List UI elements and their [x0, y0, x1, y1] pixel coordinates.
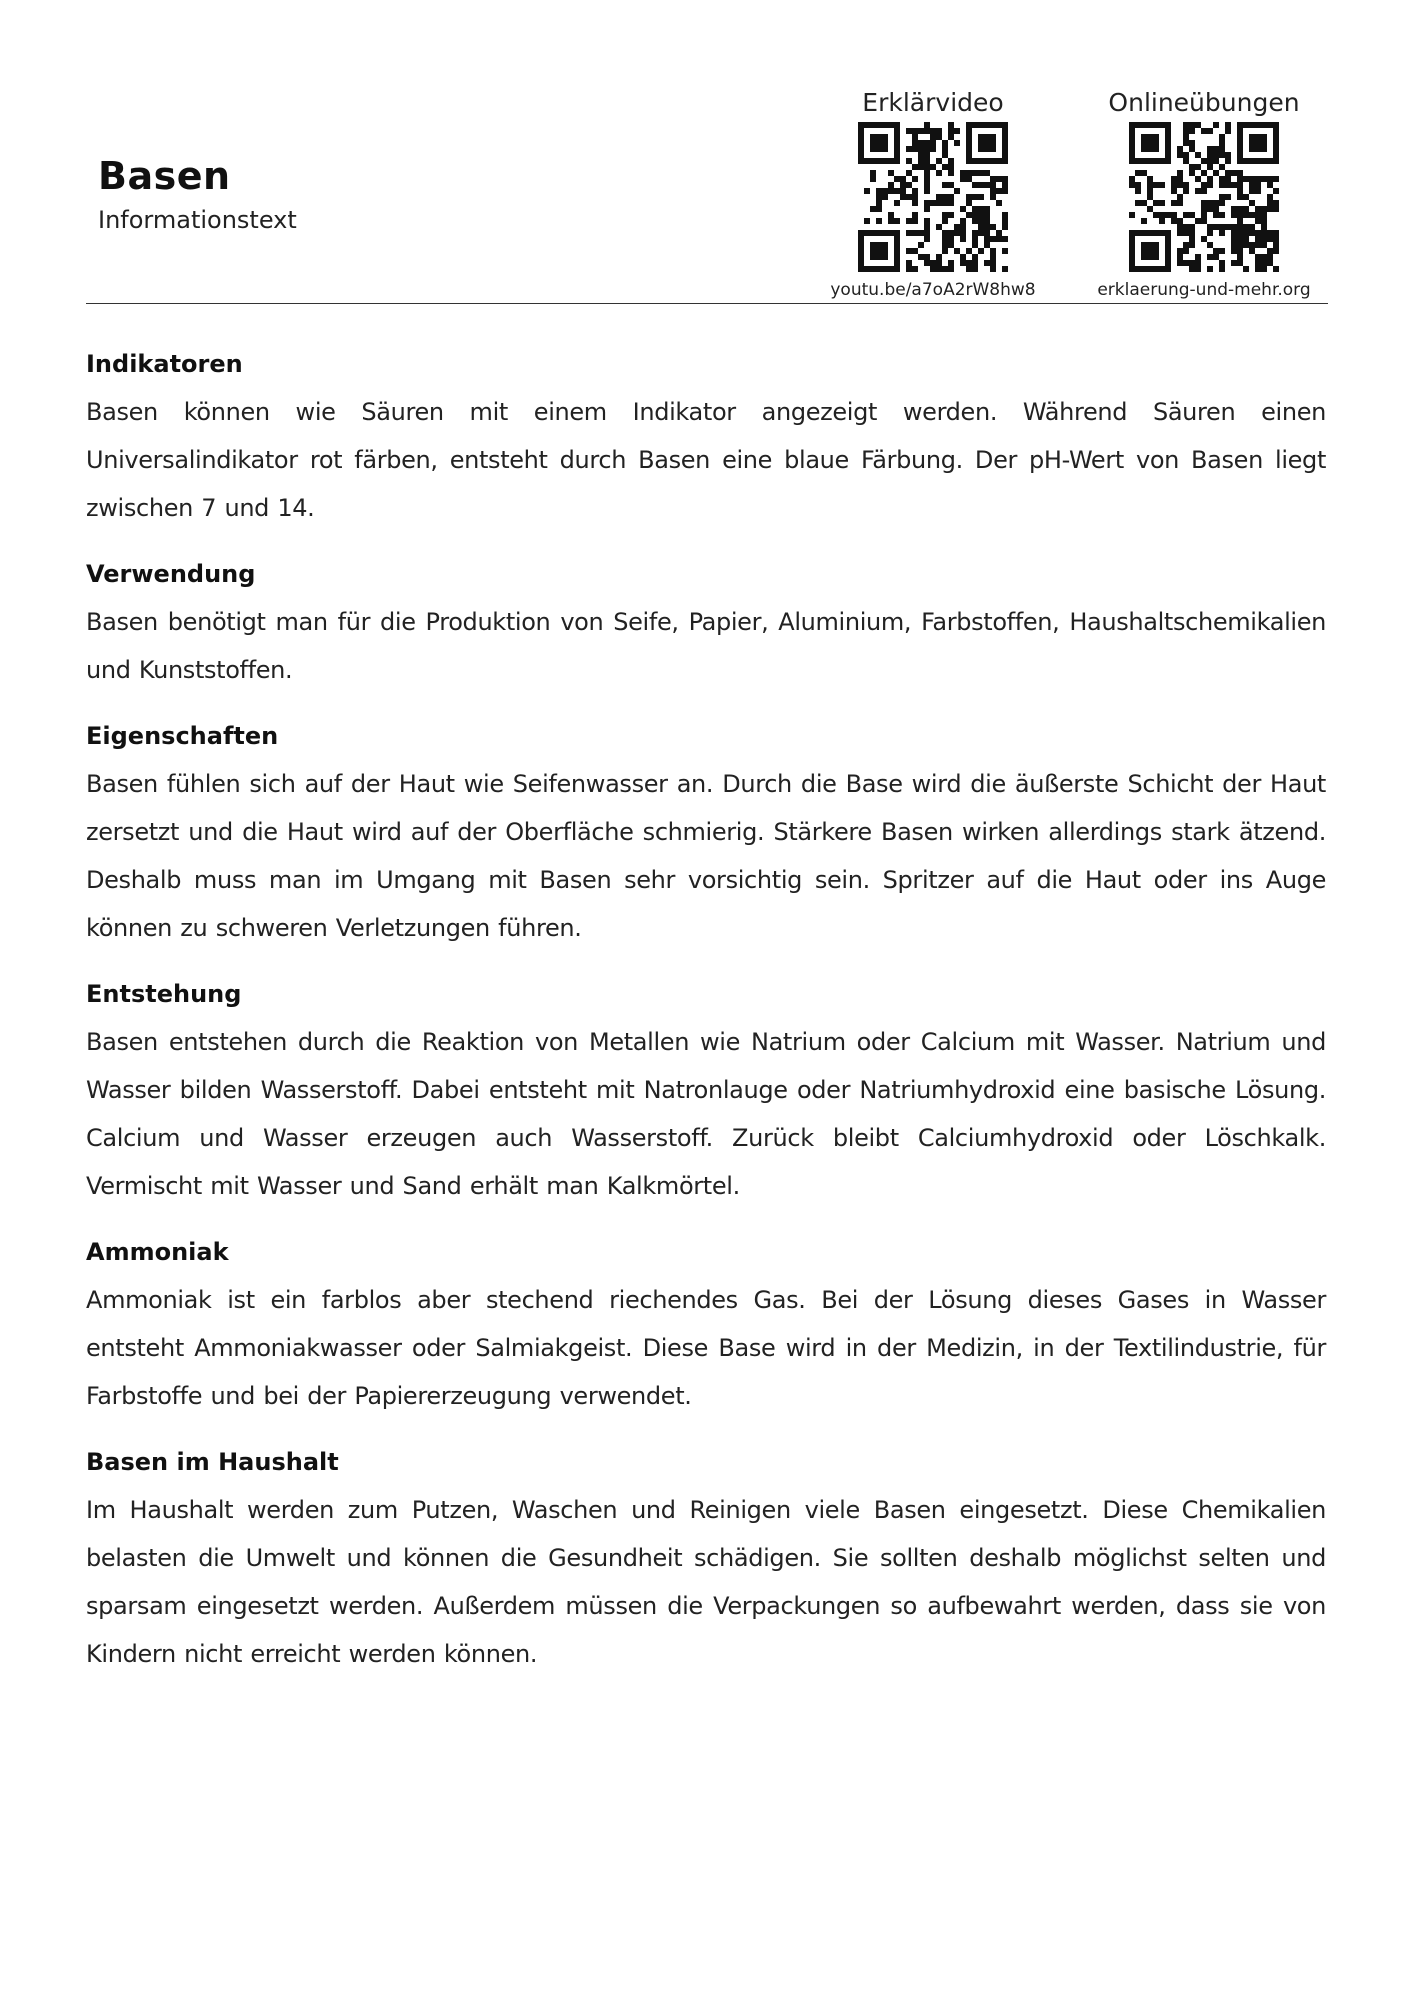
- section-text: Basen benötigt man für die Produktion von Seife, Papier, Aluminium, Farbstoffen, Haushaltschemikalien und Kunststoffen.: [86, 608, 1326, 684]
- section-heading: Basen im Haushalt: [86, 1448, 339, 1476]
- section-eigenschaften: [86, 712, 1326, 952]
- qr-code-icon[interactable]: [858, 122, 1008, 272]
- qr-label-exercises: Onlineübungen: [1108, 88, 1300, 117]
- document-header: [86, 0, 1328, 305]
- section-entstehung: [86, 970, 1326, 1210]
- section-basen-im-haushalt: [86, 1438, 1326, 1678]
- header-divider: [86, 303, 1328, 304]
- qr-block-exercises: [1089, 86, 1319, 300]
- section-verwendung: [86, 550, 1326, 694]
- qr-code-icon[interactable]: [1129, 122, 1279, 272]
- qr-url-exercises[interactable]: erklaerung-und-mehr.org: [1097, 280, 1311, 300]
- section-ammoniak: [86, 1228, 1326, 1420]
- section-text: Basen können wie Säuren mit einem Indikator angezeigt werden. Während Säuren einen Universalindikator rot färben, entsteht durch Basen eine blaue Färbung. Der pH-Wert von Basen liegt zwischen 7 und 14.: [86, 398, 1326, 522]
- section-text: Basen fühlen sich auf der Haut wie Seifenwasser an. Durch die Base wird die äußerste Schicht der Haut zersetzt und die Haut wird auf der Oberfläche schmierig. Stärkere Basen wirken allerdings stark ätzend. Deshalb muss man im Umgang mit Basen sehr vorsichtig sein. Spritzer auf die Haut oder ins Auge können zu schweren Verletzungen führen.: [86, 770, 1326, 942]
- qr-url-video[interactable]: youtu.be/a7oA2rW8hw8: [830, 280, 1036, 300]
- section-heading: Eigenschaften: [86, 722, 279, 750]
- section-heading: Ammoniak: [86, 1238, 229, 1266]
- section-text: Ammoniak ist ein farblos aber stechend riechendes Gas. Bei der Lösung dieses Gases in Wasser entsteht Ammoniakwasser oder Salmiakgeist. Diese Base wird in der Medizin, in der Textilindustrie, für Farbstoffe und bei der Papiererzeugung verwendet.: [86, 1286, 1326, 1410]
- section-heading: Entstehung: [86, 980, 242, 1008]
- qr-block-video: [818, 86, 1048, 300]
- section-heading: Verwendung: [86, 560, 256, 588]
- document-body: [86, 340, 1326, 1696]
- page-title: Basen: [98, 154, 231, 198]
- section-text: Basen entstehen durch die Reaktion von Metallen wie Natrium oder Calcium mit Wasser. Natrium und Wasser bilden Wasserstoff. Dabei entsteht mit Natronlauge oder Natriumhydroxid eine basische Lösung. Calcium und Wasser erzeugen auch Wasserstoff. Zurück bleibt Calciumhydroxid oder Löschkalk. Vermischt mit Wasser und Sand erhält man Kalkmörtel.: [86, 1028, 1326, 1200]
- section-heading: Indikatoren: [86, 350, 243, 378]
- qr-label-video: Erklärvideo: [862, 88, 1004, 117]
- section-text: Im Haushalt werden zum Putzen, Waschen und Reinigen viele Basen eingesetzt. Diese Chemikalien belasten die Umwelt und können die Gesundheit schädigen. Sie sollten deshalb möglichst selten und sparsam eingesetzt werden. Außerdem müssen die Verpackungen so aufbewahrt werden, dass sie von Kindern nicht erreicht werden können.: [86, 1496, 1326, 1668]
- page-subtitle: Informationstext: [98, 206, 297, 234]
- section-indikatoren: [86, 340, 1326, 532]
